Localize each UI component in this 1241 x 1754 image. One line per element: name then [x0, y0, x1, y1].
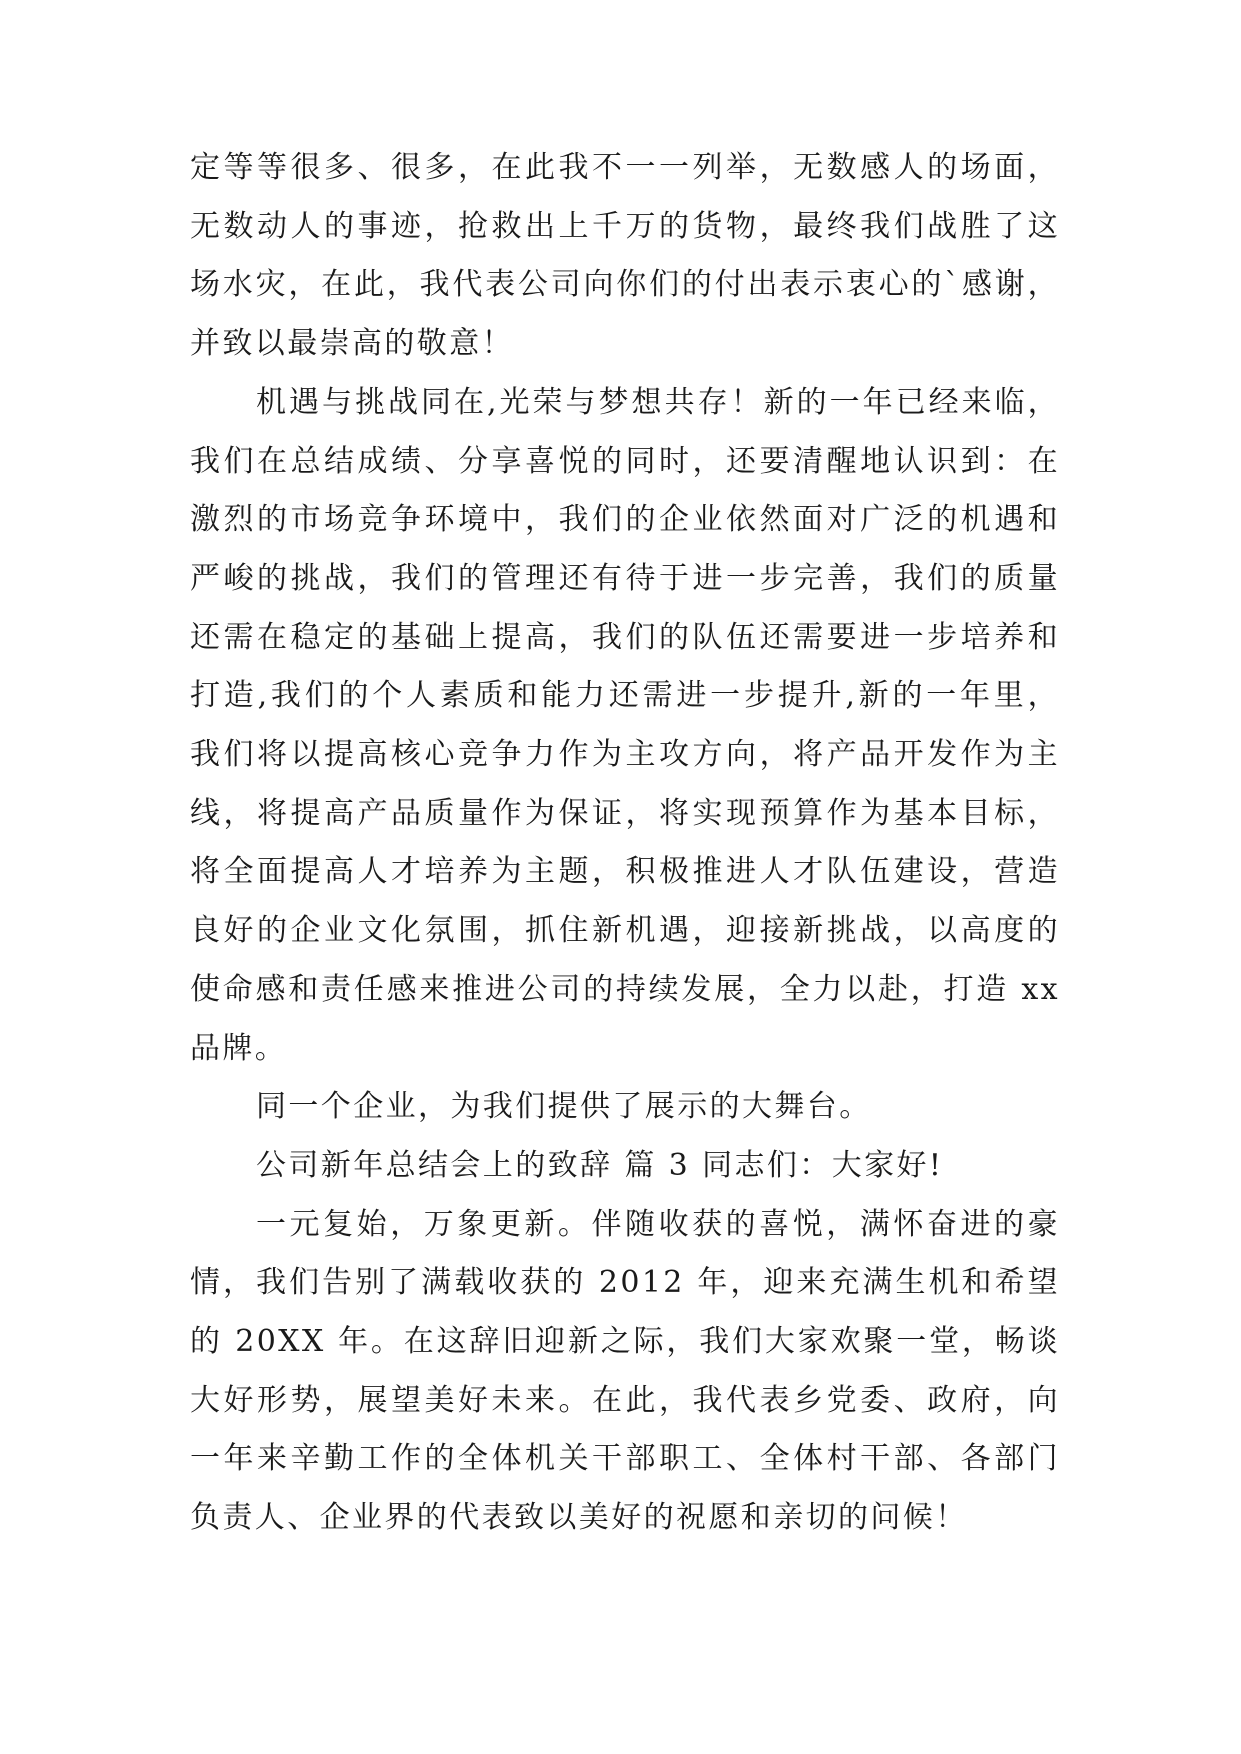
text-line: 我们将以提高核心竞争力作为主攻方向，将产品开发作为主 — [190, 737, 1060, 772]
text-line: 一年来辛勤工作的全体机关干部职工、全体村干部、各部门 — [190, 1441, 1060, 1476]
text-line: 同一个企业，为我们提供了展示的大舞台。 — [256, 1089, 872, 1124]
text-line: 激烈的市场竞争环境中，我们的企业依然面对广泛的机遇和 — [190, 502, 1060, 537]
text-line: 无数动人的事迹，抢救出上千万的货物，最终我们战胜了这 — [190, 209, 1060, 244]
text-line: 将全面提高人才培养为主题，积极推进人才队伍建设，营造 — [190, 854, 1060, 889]
text-line: 定等等很多、很多，在此我不一一列举，无数感人的场面， — [190, 150, 1060, 185]
text-line: 的 20XX 年。在这辞旧迎新之际，我们大家欢聚一堂，畅谈 — [190, 1324, 1060, 1359]
text-line: 打造,我们的个人素质和能力还需进一步提升,新的一年里， — [190, 678, 1060, 713]
text-line: 情，我们告别了满载收获的 2012 年，迎来充满生机和希望 — [190, 1265, 1060, 1300]
text-line: 还需在稳定的基础上提高，我们的队伍还需要进一步培养和 — [190, 620, 1060, 655]
text-line: 负责人、企业界的代表致以美好的祝愿和亲切的问候！ — [190, 1500, 968, 1535]
text-line: 严峻的挑战，我们的管理还有待于进一步完善，我们的质量 — [190, 561, 1060, 596]
text-line: 使命感和责任感来推进公司的持续发展，全力以赴，打造 xx — [190, 972, 1060, 1007]
text-line: 良好的企业文化氛围，抓住新机遇，迎接新挑战，以高度的 — [190, 913, 1060, 948]
text-line: 场水灾，在此，我代表公司向你们的付出表示衷心的`感谢， — [190, 267, 1060, 302]
text-line: 一元复始，万象更新。伴随收获的喜悦，满怀奋进的豪 — [256, 1207, 1060, 1242]
text-line: 机遇与挑战同在,光荣与梦想共存！新的一年已经来临， — [256, 385, 1060, 420]
text-line: 公司新年总结会上的致辞 篇 3 同志们：大家好! — [256, 1148, 944, 1183]
text-line: 大好形势，展望美好未来。在此，我代表乡党委、政府，向 — [190, 1383, 1060, 1418]
text-line: 线，将提高产品质量作为保证，将实现预算作为基本目标， — [190, 796, 1060, 831]
text-line: 我们在总结成绩、分享喜悦的同时，还要清醒地认识到：在 — [190, 444, 1060, 479]
text-line: 品牌。 — [190, 1031, 288, 1066]
text-line: 并致以最崇高的敬意！ — [190, 326, 514, 361]
